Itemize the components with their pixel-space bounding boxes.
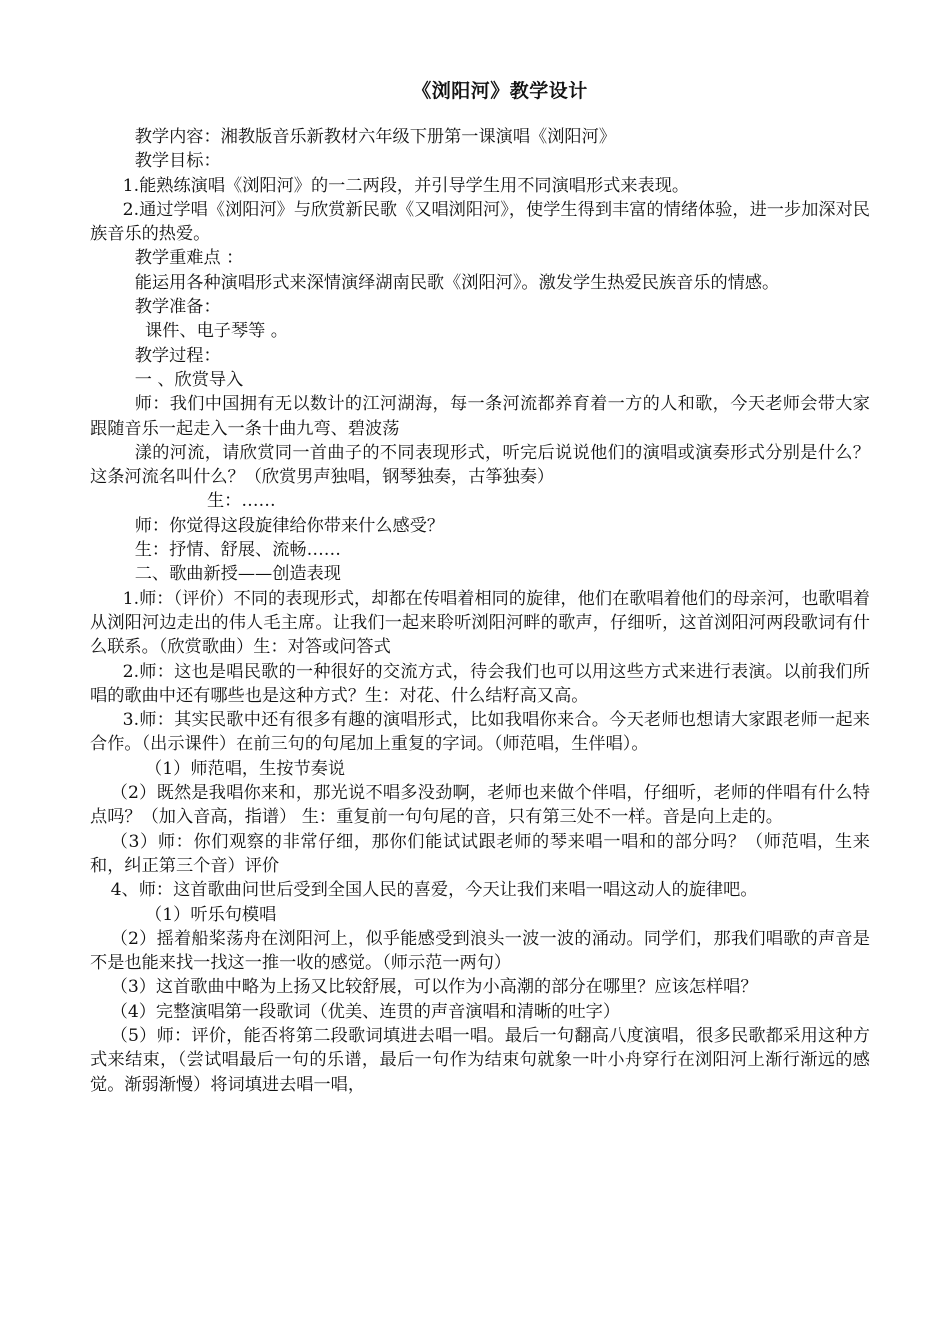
paragraph-step-4: 4、师：这首歌曲问世后受到全国人民的喜爱，今天让我们来唱一唱这动人的旋律吧。 [110,880,758,901]
paragraph-step-1: 1.师：（评价）不同的表现形式，却都在传唱着相同的旋律，他们在歌唱着他们的母亲河，也歌唱着从浏阳河边走出的伟人毛主席。让我们一起来聆听浏阳河畔的歌声，仔细听，这首浏阳河两段歌词有什么联系。（欣赏歌曲）生：对答或问答式 [90,588,870,658]
paragraph-student-reply-1: 生：…… [206,491,276,512]
document-title: 《浏阳河》教学设计 [412,80,588,102]
paragraph-section-1-heading: 一 、欣赏导入 [134,369,244,390]
paragraph-prep-heading: 教学准备： [134,297,221,318]
paragraph-step-4-2: （2）摇着船桨荡舟在浏阳河上，似乎能感受到浪头一波一波的涌动。同学们，那我们唱歌的声音是不是也能来找一找这一推一收的感觉。（师示范一两句） [90,928,870,974]
paragraph-key-points: 能运用各种演唱形式来深情演绎湖南民歌《浏阳河》。激发学生热爱民族音乐的情感。 [134,272,780,293]
paragraph-goals-heading: 教学目标： [134,151,221,172]
paragraph-step-3: 3.师：其实民歌中还有很多有趣的演唱形式，比如我唱你来合。今天老师也想请大家跟老师一起来合作。（出示课件）在前三句的句尾加上重复的字词。（师范唱，生伴唱）。 [90,710,870,755]
paragraph-step-3-2: （2）既然是我唱你来和，那光说不唱多没劲啊，老师也来做个伴唱，仔细听，老师的伴唱有什么特点吗？（加入音高，指谱） 生：重复前一句句尾的音，只有第三处不一样。音是向上走的。 [90,783,870,828]
paragraph-step-3-1: （1）师范唱，生按节奏说 [145,758,346,779]
paragraph-content: 教学内容：湘教版音乐新教材六年级下册第一课演唱《浏阳河》 [134,127,616,147]
paragraph-process-heading: 教学过程： [134,345,221,366]
paragraph-goal-1: 1.能熟练演唱《浏阳河》的一二两段，并引导学生用不同演唱形式来表现。 [122,175,690,196]
paragraph-section-2-heading: 二、歌曲新授——创造表现 [134,564,341,585]
document-body [90,125,870,1097]
paragraph-goal-2: 2.通过学唱《浏阳河》与欣赏新民歌《又唱浏阳河》，使学生得到丰富的情绪体验，进一步加深对民族音乐的热爱。 [90,199,870,245]
paragraph-intro-1: 师：我们中国拥有无以数计的江河湖海，每一条河流都养育着一方的人和歌，今天老师会带大家跟随音乐一起走入一条十曲九弯、碧波荡 [90,394,870,439]
paragraph-intro-2: 漾的河流，请欣赏同一首曲子的不同表现形式，听完后说说他们的演唱或演奏形式分别是什么？这条河流名叫什么？（欣赏男声独唱，钢琴独奏，古筝独奏） [90,442,870,488]
paragraph-student-reply-2: 生：抒情、舒展、流畅…… [134,540,341,561]
paragraph-step-2: 2.师：这也是唱民歌的一种很好的交流方式，待会我们也可以用这些方式来进行表演。以前我们所唱的歌曲中还有哪些也是这种方式？生：对花、什么结籽高又高。 [90,661,870,706]
paragraph-step-4-5: （5）师：评价，能否将第二段歌词填进去唱一唱。最后一句翻高八度演唱，很多民歌都采用这种方式来结束，（尝试唱最后一句的乐谱，最后一句作为结束句就象一叶小舟穿行在浏阳河上渐行渐远的感觉。渐弱渐慢）将词填进去唱一唱， [90,1025,870,1095]
paragraph-step-4-1: （1）听乐句模唱 [145,904,277,925]
paragraph-key-points-heading: 教学重难点 ： [134,248,244,269]
paragraph-step-4-3: （3）这首歌曲中略为上扬又比较舒展，可以作为小高潮的部分在哪里？应该怎样唱？ [110,977,758,998]
paragraph-step-3-3: （3）师：你们观察的非常仔细，那你们能试试跟老师的琴来唱一唱和的部分吗？（师范唱，生来和，纠正第三个音）评价 [90,831,870,876]
paragraph-step-4-4: （4）完整演唱第一段歌词（优美、连贯的声音演唱和清晰的吐字） [110,1001,621,1022]
paragraph-teacher-question: 师：你觉得这段旋律给你带来什么感受？ [134,515,445,536]
paragraph-prep: 课件、电子琴等 。 [145,321,288,342]
